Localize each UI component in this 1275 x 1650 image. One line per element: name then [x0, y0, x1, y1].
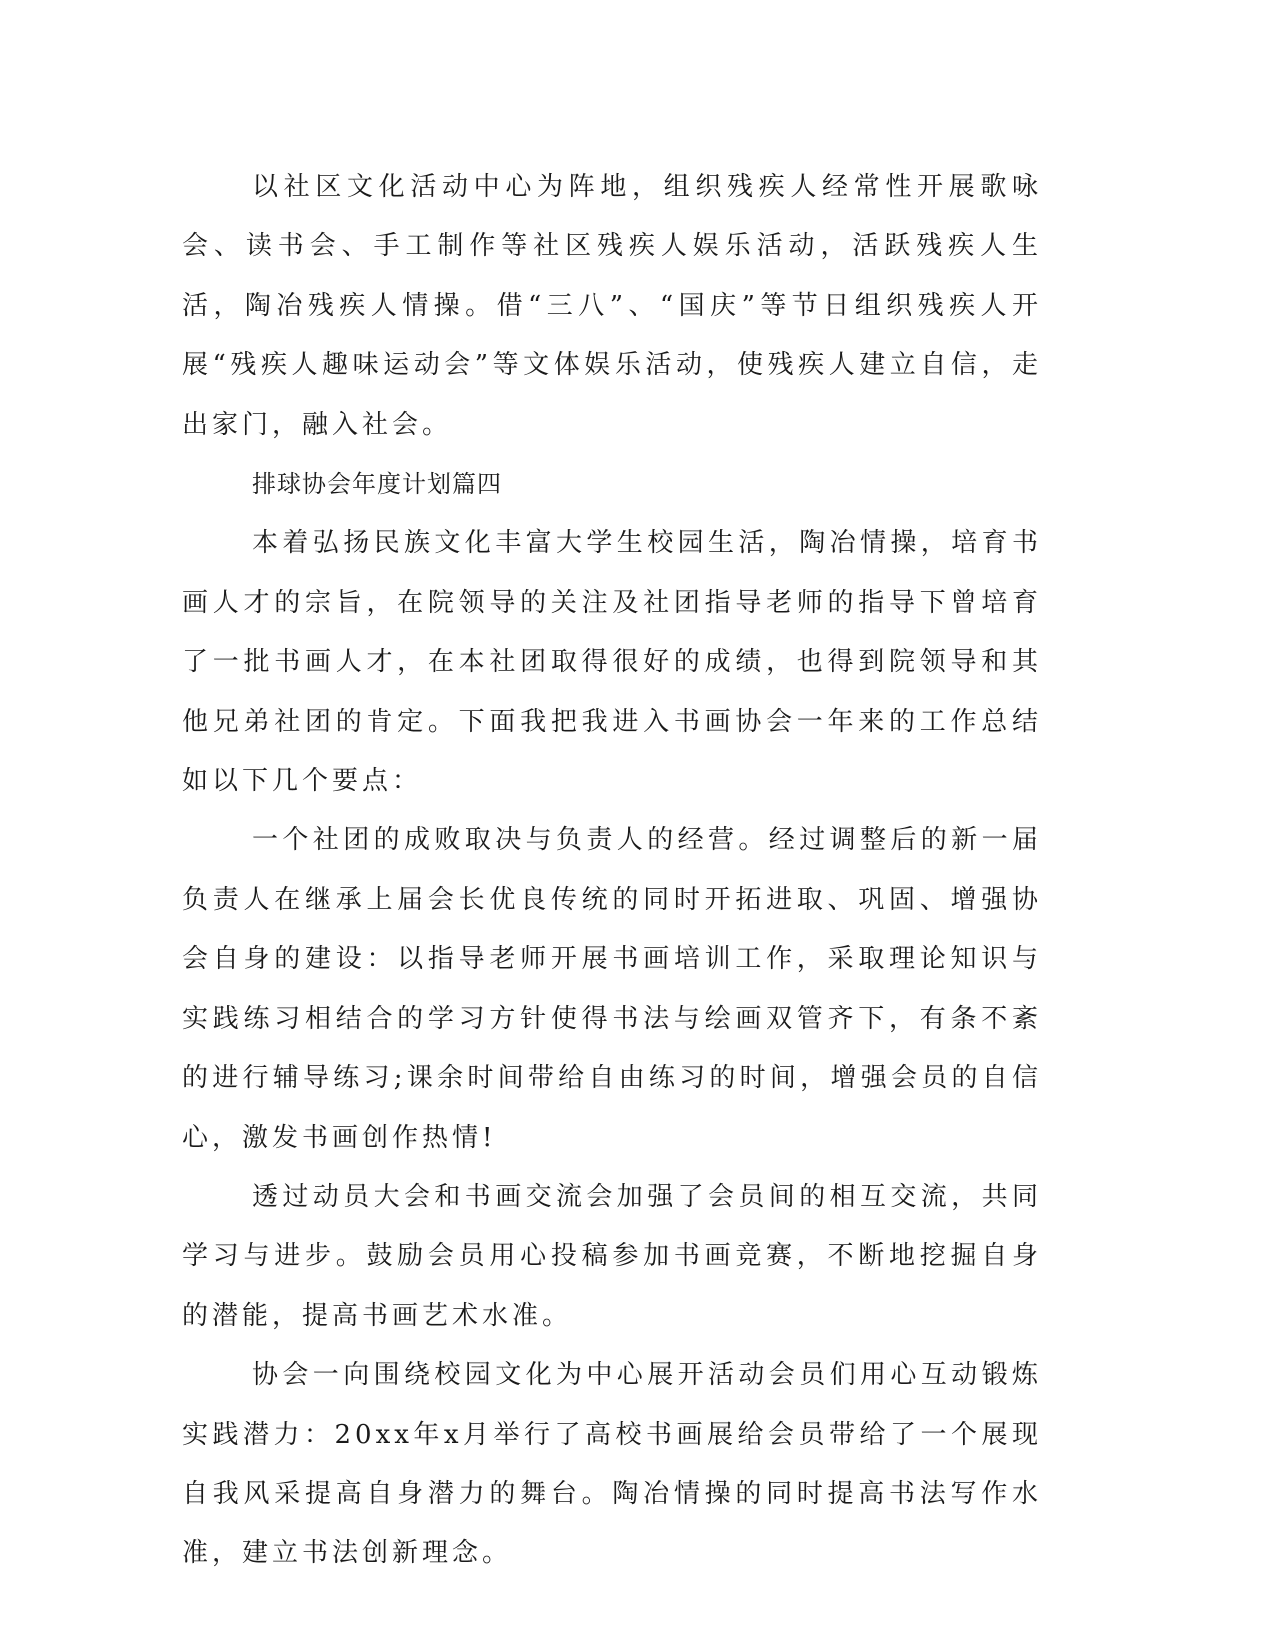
paragraph-5: 协会一向围绕校园文化为中心展开活动会员们用心互动锻炼实践潜力：20xx年x月举行了高校书画展给会员带给了一个展现自我风采提高自身潜力的舞台。陶冶情操的同时提高书法写作水准，建立书法创新理念。: [182, 1360, 1042, 1569]
section-heading: 排球协会年度计划篇四: [252, 470, 502, 499]
paragraph-1: 以社区文化活动中心为阵地，组织残疾人经常性开展歌咏会、读书会、手工制作等社区残疾人娱乐活动，活跃残疾人生活，陶冶残疾人情操。借“三八”、“国庆”等节日组织残疾人开展“残疾人趣味运动会”等文体娱乐活动，使残疾人建立自信，走出家门，融入社会。: [182, 172, 1042, 440]
document-body: [182, 158, 1042, 1584]
paragraph-2: 本着弘扬民族文化丰富大学生校园生活，陶冶情操，培育书画人才的宗旨，在院领导的关注及社团指导老师的指导下曾培育了一批书画人才，在本社团取得很好的成绩，也得到院领导和其他兄弟社团的肯定。下面我把我进入书画协会一年来的工作总结如以下几个要点：: [182, 528, 1042, 797]
paragraph-3: 一个社团的成败取决与负责人的经营。经过调整后的新一届负责人在继承上届会长优良传统的同时开拓进取、巩固、增强协会自身的建设：以指导老师开展书画培训工作，采取理论知识与实践练习相结合的学习方针使得书法与绘画双管齐下，有条不紊的进行辅导练习;课余时间带给自由练习的时间，增强会员的自信心，激发书画创作热情!: [182, 825, 1042, 1153]
paragraph-4: 透过动员大会和书画交流会加强了会员间的相互交流，共同学习与进步。鼓励会员用心投稿参加书画竞赛，不断地挖掘自身的潜能，提高书画艺术水准。: [182, 1181, 1042, 1331]
